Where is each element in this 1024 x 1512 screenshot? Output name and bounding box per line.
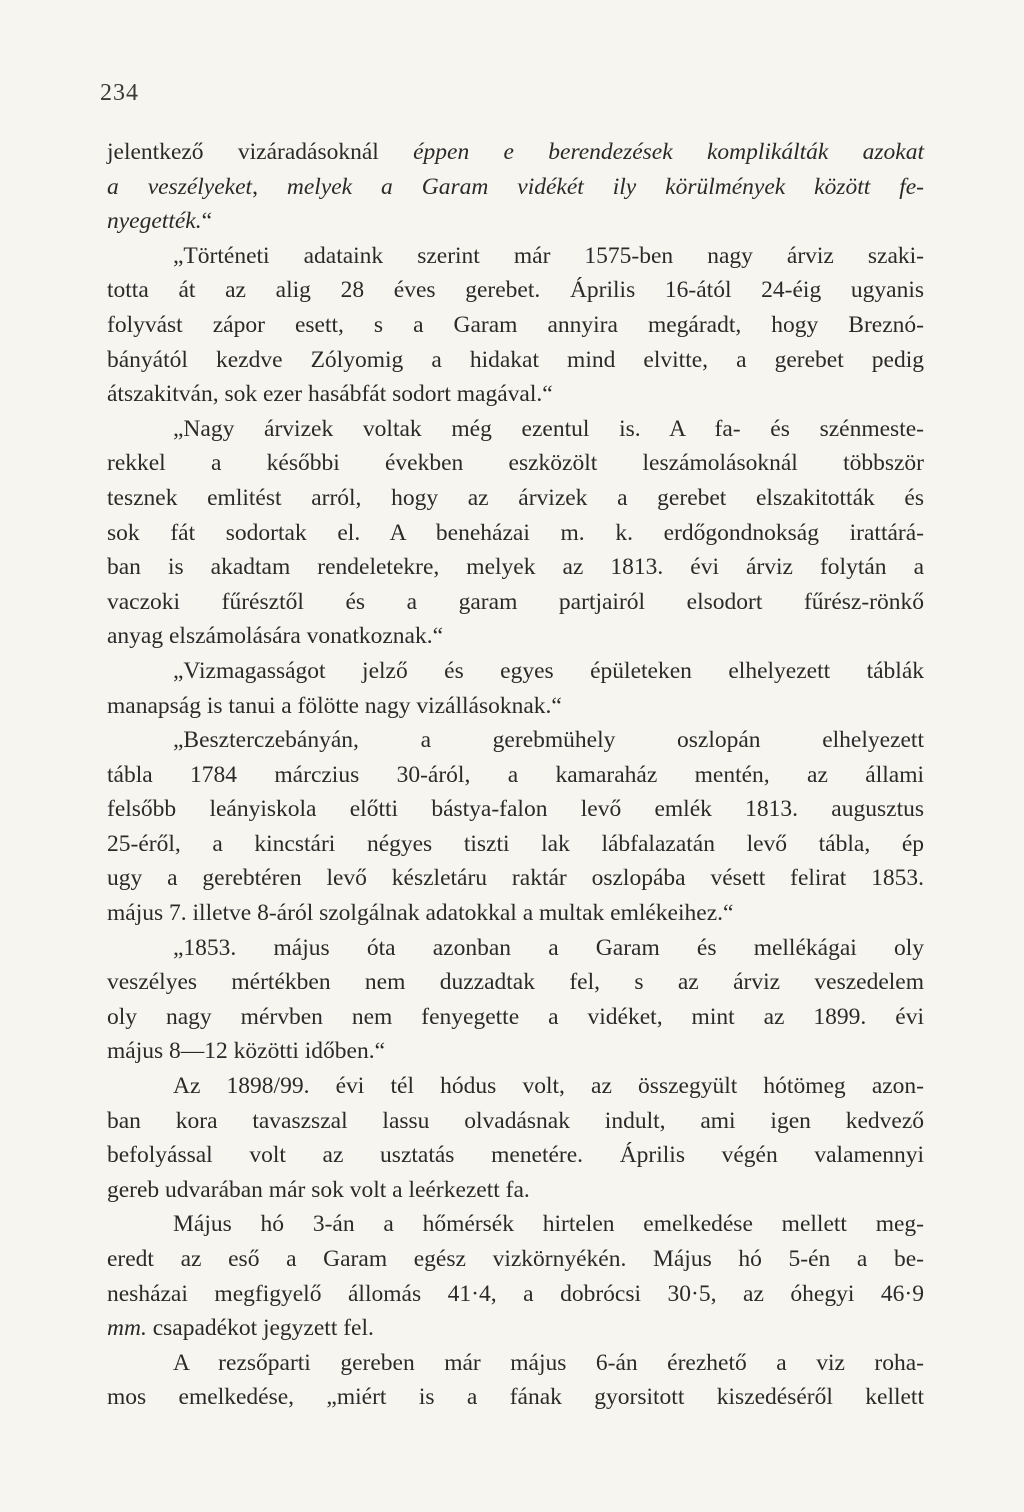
text-line <box>107 170 924 205</box>
text-run: veszélyes mértékben nem duzzadtak fel, s az árviz veszedelem <box>107 969 924 996</box>
text-run: sok fát sodortak el. A beneházai m. k. erdőgondnokság irattárá- <box>107 519 924 546</box>
text-line <box>107 446 924 481</box>
text-run: A rezsőparti gereben már május 6-án érezhető a viz roha- <box>173 1349 924 1376</box>
text-line <box>107 1380 924 1415</box>
text-run: tábla 1784 márczius 30-áról, a kamaraház mentén, az állami <box>107 761 924 788</box>
text-line <box>107 239 924 274</box>
text-line <box>107 585 924 620</box>
text-line <box>107 896 924 931</box>
text-run: oly nagy mérvben nem fenyegette a vidéket, mint az 1899. évi <box>107 1003 924 1030</box>
text-run: „Beszterczebányán, a gerebmühely oszlopán elhelyezett <box>173 727 924 754</box>
text-line <box>107 1104 924 1139</box>
text-run: folyvást zápor esett, s a Garam annyira megáradt, hogy Breznó- <box>107 311 924 338</box>
text-run: ban kora tavaszszal lassu olvadásnak indult, ami igen kedvező <box>107 1107 924 1134</box>
text-run: felsőbb leányiskola előtti bástya-falon levő emlék 1813. augusztus <box>107 796 924 823</box>
text-line <box>107 204 924 239</box>
text-run: ban is akadtam rendeletekre, melyek az 1813. évi árviz folytán a <box>107 554 924 581</box>
text-run: „Történeti adataink szerint már 1575-ben nagy árviz szaki- <box>173 242 924 269</box>
page-number: 234 <box>100 80 139 106</box>
text-line <box>107 689 924 724</box>
text-line <box>107 1000 924 1035</box>
text-run: totta át az alig 28 éves gerebet. Április 16-ától 24-éig ugyanis <box>107 277 924 304</box>
italic-text: éppen e berendezések komplikálták azokat <box>413 139 924 165</box>
text-line <box>107 273 924 308</box>
body-text <box>107 135 924 1415</box>
text-line <box>107 654 924 689</box>
text-run: manapság is tanui a fölötte nagy vizállásoknak.“ <box>107 692 562 719</box>
text-line <box>107 1277 924 1312</box>
text-line <box>107 861 924 896</box>
italic-text: melyek a Garam vidékét ily körülmények között fe- <box>286 173 925 200</box>
text-run: ugy a gerebtéren levő készletáru raktár oszlopába vésett felirat 1853. <box>107 865 924 892</box>
text-run: eredt az eső a Garam egész vizkörnyékén. Május hó 5-én a be- <box>107 1246 924 1272</box>
text-run: anyag elszámolására vonatkoznak.“ <box>107 623 444 650</box>
text-run: csapadékot jegyzett fel. <box>146 1315 374 1342</box>
text-run: , <box>252 173 287 200</box>
text-line <box>107 1173 924 1208</box>
text-line <box>107 481 924 516</box>
text-run: „Vizmagasságot jelző és egyes épületeken elhelyezett táblák <box>173 657 924 684</box>
text-run: 25-éről, a kincstári négyes tiszti lak lábfalazatán levő tábla, ép <box>107 830 924 857</box>
text-run: jelentkező vizáradásoknál <box>107 139 414 165</box>
text-line <box>107 1207 924 1242</box>
text-run: vaczoki fűrésztől és a garam partjairól elsodort fűrész-rönkő <box>107 588 924 615</box>
text-run: mos emelkedése, „miért is a fának gyorsitott kiszedéséről kellett <box>107 1384 924 1411</box>
text-run: rekkel a későbbi években eszközölt leszámolásoknál többször <box>107 450 924 477</box>
italic-text: mm. <box>107 1315 147 1342</box>
text-run: gereb udvarában már sok volt a leérkezett fa. <box>107 1176 530 1203</box>
text-run: Az 1898/99. évi tél hódus volt, az összegyült hótömeg azon- <box>173 1073 924 1100</box>
text-line <box>107 619 924 654</box>
text-run: Május hó 3-án a hőmérsék hirtelen emelkedése mellett meg- <box>173 1211 924 1238</box>
text-line <box>107 1346 924 1381</box>
text-run: befolyással volt az usztatás menetére. Április végén valamennyi <box>107 1142 924 1169</box>
text-line <box>107 412 924 447</box>
text-line <box>107 1069 924 1104</box>
text-line <box>107 135 924 170</box>
text-line <box>107 965 924 1000</box>
text-line <box>107 343 924 378</box>
text-run: bányától kezdve Zólyomig a hidakat mind elvitte, a gerebet pedig <box>107 346 924 373</box>
text-line <box>107 723 924 758</box>
italic-text: a veszélyeket <box>107 173 253 200</box>
text-run: átszakitván, sok ezer hasábfát sodort magával.“ <box>107 381 553 408</box>
text-run: “ <box>201 208 213 235</box>
text-line <box>107 758 924 793</box>
text-line <box>107 550 924 585</box>
text-line <box>107 1311 924 1346</box>
text-line <box>107 308 924 343</box>
text-line <box>107 1034 924 1069</box>
text-run: „1853. május óta azonban a Garam és mellékágai oly <box>173 934 924 961</box>
text-run: nesházai megfigyelő állomás 41·4, a dobrócsi 30·5, az óhegyi 46·9 <box>107 1280 924 1307</box>
text-line <box>107 792 924 827</box>
italic-text: nyegették. <box>107 208 202 235</box>
text-line <box>107 1138 924 1173</box>
text-line <box>107 827 924 862</box>
text-run: május 8—12 közötti időben.“ <box>107 1038 386 1065</box>
text-line <box>107 931 924 966</box>
text-line <box>107 1242 924 1277</box>
text-run: „Nagy árvizek voltak még ezentul is. A fa- és szénmeste- <box>173 415 924 442</box>
text-line <box>107 516 924 551</box>
text-line <box>107 377 924 412</box>
text-run: május 7. illetve 8-áról szolgálnak adatokkal a multak emlékeihez.“ <box>107 900 734 927</box>
text-run: tesznek emlitést arról, hogy az árvizek a gerebet elszakitották és <box>107 484 924 511</box>
